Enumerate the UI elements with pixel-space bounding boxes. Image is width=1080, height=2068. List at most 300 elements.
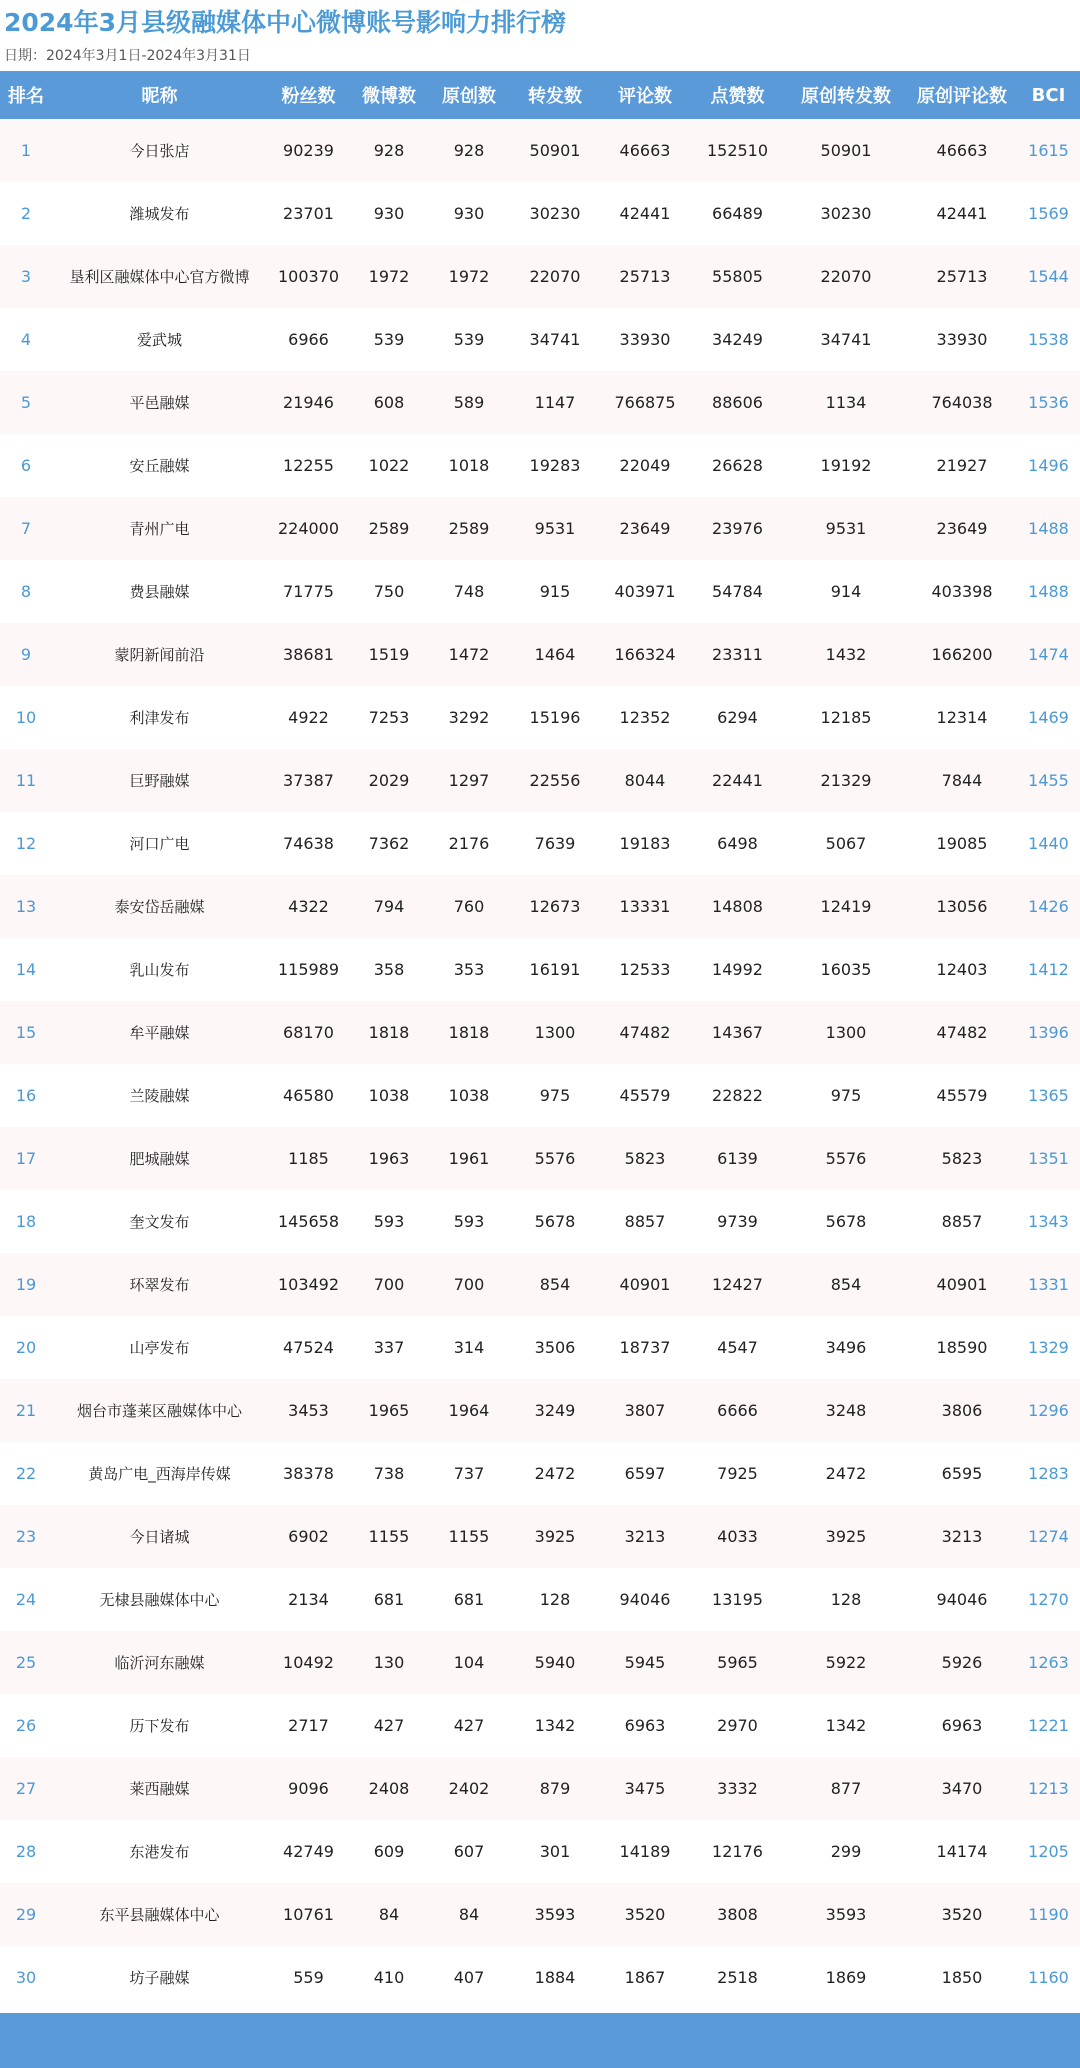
nickname-cell[interactable]: 蒙阴新闻前沿	[52, 623, 267, 686]
nickname-cell[interactable]: 环翠发布	[52, 1253, 267, 1316]
nickname-cell[interactable]: 潍城发布	[52, 182, 267, 245]
nickname-cell[interactable]: 巨野融媒	[52, 749, 267, 812]
likes-cell: 5965	[690, 1631, 785, 1694]
table-row[interactable]	[0, 1190, 1080, 1253]
original-cell: 3292	[428, 686, 510, 749]
original-reposts-cell: 975	[785, 1064, 907, 1127]
bci-cell: 1205	[1017, 1820, 1080, 1883]
rank-cell: 6	[0, 434, 52, 497]
rank-cell: 28	[0, 1820, 52, 1883]
table-row[interactable]	[0, 1820, 1080, 1883]
bci-cell: 1213	[1017, 1757, 1080, 1820]
rank-cell: 16	[0, 1064, 52, 1127]
original-comments-cell: 94046	[907, 1568, 1017, 1631]
reposts-cell: 15196	[510, 686, 600, 749]
original-cell: 748	[428, 560, 510, 623]
table-header-row	[0, 71, 1080, 119]
table-row[interactable]	[0, 245, 1080, 308]
comments-cell: 45579	[600, 1064, 690, 1127]
bci-cell: 1329	[1017, 1316, 1080, 1379]
followers-cell: 103492	[267, 1253, 350, 1316]
table-row[interactable]	[0, 686, 1080, 749]
nickname-cell[interactable]: 乳山发布	[52, 938, 267, 1001]
nickname-cell[interactable]: 泰安岱岳融媒	[52, 875, 267, 938]
original-reposts-cell: 877	[785, 1757, 907, 1820]
nickname-cell[interactable]: 费县融媒	[52, 560, 267, 623]
nickname-cell[interactable]: 利津发布	[52, 686, 267, 749]
posts-cell: 130	[350, 1631, 428, 1694]
ranking-table	[0, 71, 1080, 2009]
posts-cell: 1038	[350, 1064, 428, 1127]
footer-bar	[0, 2013, 1080, 2068]
followers-cell: 74638	[267, 812, 350, 875]
comments-cell: 6963	[600, 1694, 690, 1757]
reposts-cell: 1464	[510, 623, 600, 686]
comments-cell: 8044	[600, 749, 690, 812]
original-reposts-cell: 5067	[785, 812, 907, 875]
bci-cell: 1538	[1017, 308, 1080, 371]
original-reposts-cell: 2472	[785, 1442, 907, 1505]
column-header-original[interactable]: 原创数	[428, 71, 510, 119]
original-cell: 1018	[428, 434, 510, 497]
rank-cell: 25	[0, 1631, 52, 1694]
original-cell: 1155	[428, 1505, 510, 1568]
table-row[interactable]	[0, 1694, 1080, 1757]
original-cell: 407	[428, 1946, 510, 2009]
followers-cell: 21946	[267, 371, 350, 434]
original-comments-cell: 47482	[907, 1001, 1017, 1064]
original-cell: 314	[428, 1316, 510, 1379]
bci-cell: 1274	[1017, 1505, 1080, 1568]
original-reposts-cell: 12185	[785, 686, 907, 749]
column-header-likes[interactable]: 点赞数	[690, 71, 785, 119]
bci-cell: 1263	[1017, 1631, 1080, 1694]
followers-cell: 68170	[267, 1001, 350, 1064]
original-cell: 1964	[428, 1379, 510, 1442]
nickname-cell[interactable]: 今日张店	[52, 119, 267, 182]
posts-cell: 358	[350, 938, 428, 1001]
original-comments-cell: 8857	[907, 1190, 1017, 1253]
original-reposts-cell: 5576	[785, 1127, 907, 1190]
reposts-cell: 3593	[510, 1883, 600, 1946]
reposts-cell: 19283	[510, 434, 600, 497]
table-row[interactable]	[0, 1757, 1080, 1820]
column-header-posts[interactable]: 微博数	[350, 71, 428, 119]
rank-cell: 5	[0, 371, 52, 434]
table-row[interactable]	[0, 434, 1080, 497]
original-comments-cell: 14174	[907, 1820, 1017, 1883]
original-comments-cell: 3806	[907, 1379, 1017, 1442]
bci-cell: 1488	[1017, 560, 1080, 623]
comments-cell: 3807	[600, 1379, 690, 1442]
rank-cell: 14	[0, 938, 52, 1001]
bci-cell: 1569	[1017, 182, 1080, 245]
comments-cell: 403971	[600, 560, 690, 623]
original-reposts-cell: 5678	[785, 1190, 907, 1253]
posts-cell: 750	[350, 560, 428, 623]
followers-cell: 38681	[267, 623, 350, 686]
original-reposts-cell: 16035	[785, 938, 907, 1001]
table-row[interactable]	[0, 1001, 1080, 1064]
bci-cell: 1544	[1017, 245, 1080, 308]
nickname-cell[interactable]: 河口广电	[52, 812, 267, 875]
original-cell: 1972	[428, 245, 510, 308]
likes-cell: 6294	[690, 686, 785, 749]
table-row[interactable]	[0, 119, 1080, 182]
likes-cell: 22822	[690, 1064, 785, 1127]
original-comments-cell: 25713	[907, 245, 1017, 308]
reposts-cell: 1147	[510, 371, 600, 434]
table-row[interactable]	[0, 623, 1080, 686]
column-header-rank[interactable]: 排名	[0, 71, 52, 119]
original-cell: 1297	[428, 749, 510, 812]
original-cell: 928	[428, 119, 510, 182]
original-reposts-cell: 12419	[785, 875, 907, 938]
posts-cell: 2589	[350, 497, 428, 560]
original-cell: 2402	[428, 1757, 510, 1820]
original-reposts-cell: 1869	[785, 1946, 907, 2009]
original-reposts-cell: 22070	[785, 245, 907, 308]
rank-cell: 29	[0, 1883, 52, 1946]
comments-cell: 8857	[600, 1190, 690, 1253]
nickname-cell[interactable]: 东平县融媒体中心	[52, 1883, 267, 1946]
bci-cell: 1270	[1017, 1568, 1080, 1631]
rank-cell: 9	[0, 623, 52, 686]
reposts-cell: 5940	[510, 1631, 600, 1694]
likes-cell: 88606	[690, 371, 785, 434]
column-header-reposts[interactable]: 转发数	[510, 71, 600, 119]
rank-cell: 19	[0, 1253, 52, 1316]
rank-cell: 24	[0, 1568, 52, 1631]
rank-cell: 8	[0, 560, 52, 623]
original-cell: 2589	[428, 497, 510, 560]
likes-cell: 12176	[690, 1820, 785, 1883]
original-comments-cell: 33930	[907, 308, 1017, 371]
followers-cell: 115989	[267, 938, 350, 1001]
likes-cell: 23311	[690, 623, 785, 686]
original-cell: 539	[428, 308, 510, 371]
date-range: 日期：2024年3月1日-2024年3月31日	[4, 48, 251, 64]
original-cell: 84	[428, 1883, 510, 1946]
likes-cell: 26628	[690, 434, 785, 497]
followers-cell: 47524	[267, 1316, 350, 1379]
original-comments-cell: 18590	[907, 1316, 1017, 1379]
followers-cell: 145658	[267, 1190, 350, 1253]
likes-cell: 3332	[690, 1757, 785, 1820]
posts-cell: 427	[350, 1694, 428, 1757]
comments-cell: 18737	[600, 1316, 690, 1379]
likes-cell: 6139	[690, 1127, 785, 1190]
original-cell: 681	[428, 1568, 510, 1631]
bci-cell: 1221	[1017, 1694, 1080, 1757]
reposts-cell: 1342	[510, 1694, 600, 1757]
reposts-cell: 5678	[510, 1190, 600, 1253]
table-row[interactable]	[0, 1568, 1080, 1631]
comments-cell: 12352	[600, 686, 690, 749]
bci-cell: 1426	[1017, 875, 1080, 938]
followers-cell: 23701	[267, 182, 350, 245]
likes-cell: 6666	[690, 1379, 785, 1442]
original-cell: 589	[428, 371, 510, 434]
table-row[interactable]	[0, 1505, 1080, 1568]
likes-cell: 55805	[690, 245, 785, 308]
original-cell: 930	[428, 182, 510, 245]
original-comments-cell: 21927	[907, 434, 1017, 497]
table-row[interactable]	[0, 308, 1080, 371]
table-row[interactable]	[0, 1883, 1080, 1946]
table-row[interactable]	[0, 1631, 1080, 1694]
table-row[interactable]	[0, 812, 1080, 875]
table-row[interactable]	[0, 182, 1080, 245]
bci-cell: 1469	[1017, 686, 1080, 749]
posts-cell: 1972	[350, 245, 428, 308]
posts-cell: 1519	[350, 623, 428, 686]
posts-cell: 2029	[350, 749, 428, 812]
likes-cell: 13195	[690, 1568, 785, 1631]
table-row[interactable]	[0, 560, 1080, 623]
nickname-cell[interactable]: 莱西融媒	[52, 1757, 267, 1820]
bci-cell: 1296	[1017, 1379, 1080, 1442]
table-row[interactable]	[0, 1442, 1080, 1505]
reposts-cell: 3249	[510, 1379, 600, 1442]
nickname-cell[interactable]: 青州广电	[52, 497, 267, 560]
likes-cell: 4033	[690, 1505, 785, 1568]
nickname-cell[interactable]: 今日诸城	[52, 1505, 267, 1568]
original-cell: 593	[428, 1190, 510, 1253]
column-header-bci[interactable]: BCI	[1017, 71, 1080, 119]
nickname-cell[interactable]: 安丘融媒	[52, 434, 267, 497]
column-header-original-reposts[interactable]: 原创转发数	[785, 71, 907, 119]
table-row[interactable]	[0, 497, 1080, 560]
nickname-cell[interactable]: 坊子融媒	[52, 1946, 267, 2009]
table-row[interactable]	[0, 1316, 1080, 1379]
comments-cell: 14189	[600, 1820, 690, 1883]
likes-cell: 23976	[690, 497, 785, 560]
column-header-comments[interactable]: 评论数	[600, 71, 690, 119]
original-cell: 700	[428, 1253, 510, 1316]
nickname-cell[interactable]: 黄岛广电_西海岸传媒	[52, 1442, 267, 1505]
likes-cell: 6498	[690, 812, 785, 875]
comments-cell: 23649	[600, 497, 690, 560]
followers-cell: 12255	[267, 434, 350, 497]
posts-cell: 1818	[350, 1001, 428, 1064]
posts-cell: 794	[350, 875, 428, 938]
nickname-cell[interactable]: 爱武城	[52, 308, 267, 371]
bci-cell: 1412	[1017, 938, 1080, 1001]
table-row[interactable]	[0, 1379, 1080, 1442]
original-reposts-cell: 1342	[785, 1694, 907, 1757]
posts-cell: 593	[350, 1190, 428, 1253]
posts-cell: 608	[350, 371, 428, 434]
reposts-cell: 22070	[510, 245, 600, 308]
nickname-cell[interactable]: 烟台市蓬莱区融媒体中心	[52, 1379, 267, 1442]
reposts-cell: 34741	[510, 308, 600, 371]
original-comments-cell: 5823	[907, 1127, 1017, 1190]
original-cell: 1818	[428, 1001, 510, 1064]
followers-cell: 37387	[267, 749, 350, 812]
original-comments-cell: 45579	[907, 1064, 1017, 1127]
bci-cell: 1496	[1017, 434, 1080, 497]
nickname-cell[interactable]: 肥城融媒	[52, 1127, 267, 1190]
original-reposts-cell: 5922	[785, 1631, 907, 1694]
followers-cell: 2134	[267, 1568, 350, 1631]
posts-cell: 410	[350, 1946, 428, 2009]
comments-cell: 25713	[600, 245, 690, 308]
likes-cell: 3808	[690, 1883, 785, 1946]
followers-cell: 71775	[267, 560, 350, 623]
rank-cell: 11	[0, 749, 52, 812]
nickname-cell[interactable]: 无棣县融媒体中心	[52, 1568, 267, 1631]
table-row[interactable]	[0, 1253, 1080, 1316]
rank-cell: 1	[0, 119, 52, 182]
reposts-cell: 879	[510, 1757, 600, 1820]
followers-cell: 46580	[267, 1064, 350, 1127]
followers-cell: 10761	[267, 1883, 350, 1946]
comments-cell: 5823	[600, 1127, 690, 1190]
original-reposts-cell: 1432	[785, 623, 907, 686]
posts-cell: 681	[350, 1568, 428, 1631]
nickname-cell[interactable]: 垦利区融媒体中心官方微博	[52, 245, 267, 308]
likes-cell: 14992	[690, 938, 785, 1001]
rank-cell: 13	[0, 875, 52, 938]
table-row[interactable]	[0, 1127, 1080, 1190]
original-comments-cell: 12314	[907, 686, 1017, 749]
table-row[interactable]	[0, 371, 1080, 434]
table-body	[0, 119, 1080, 2009]
reposts-cell: 3506	[510, 1316, 600, 1379]
likes-cell: 22441	[690, 749, 785, 812]
original-reposts-cell: 50901	[785, 119, 907, 182]
reposts-cell: 975	[510, 1064, 600, 1127]
rank-cell: 18	[0, 1190, 52, 1253]
original-comments-cell: 166200	[907, 623, 1017, 686]
followers-cell: 9096	[267, 1757, 350, 1820]
followers-cell: 559	[267, 1946, 350, 2009]
original-reposts-cell: 3593	[785, 1883, 907, 1946]
followers-cell: 100370	[267, 245, 350, 308]
comments-cell: 94046	[600, 1568, 690, 1631]
followers-cell: 6966	[267, 308, 350, 371]
likes-cell: 14808	[690, 875, 785, 938]
followers-cell: 3453	[267, 1379, 350, 1442]
column-header-nickname[interactable]: 昵称	[52, 71, 267, 119]
bci-cell: 1331	[1017, 1253, 1080, 1316]
reposts-cell: 9531	[510, 497, 600, 560]
original-comments-cell: 403398	[907, 560, 1017, 623]
table-row[interactable]	[0, 1946, 1080, 2009]
original-cell: 1961	[428, 1127, 510, 1190]
comments-cell: 6597	[600, 1442, 690, 1505]
likes-cell: 54784	[690, 560, 785, 623]
table-row[interactable]	[0, 749, 1080, 812]
original-comments-cell: 3213	[907, 1505, 1017, 1568]
followers-cell: 42749	[267, 1820, 350, 1883]
original-comments-cell: 7844	[907, 749, 1017, 812]
original-reposts-cell: 34741	[785, 308, 907, 371]
original-reposts-cell: 3496	[785, 1316, 907, 1379]
rank-cell: 3	[0, 245, 52, 308]
original-comments-cell: 3520	[907, 1883, 1017, 1946]
bci-cell: 1455	[1017, 749, 1080, 812]
posts-cell: 539	[350, 308, 428, 371]
comments-cell: 40901	[600, 1253, 690, 1316]
original-cell: 607	[428, 1820, 510, 1883]
reposts-cell: 1300	[510, 1001, 600, 1064]
comments-cell: 766875	[600, 371, 690, 434]
bci-cell: 1440	[1017, 812, 1080, 875]
original-comments-cell: 12403	[907, 938, 1017, 1001]
posts-cell: 1965	[350, 1379, 428, 1442]
rank-cell: 21	[0, 1379, 52, 1442]
followers-cell: 224000	[267, 497, 350, 560]
comments-cell: 166324	[600, 623, 690, 686]
rank-cell: 26	[0, 1694, 52, 1757]
followers-cell: 4922	[267, 686, 350, 749]
column-header-original-comments[interactable]: 原创评论数	[907, 71, 1017, 119]
nickname-cell[interactable]: 山亭发布	[52, 1316, 267, 1379]
followers-cell: 6902	[267, 1505, 350, 1568]
reposts-cell: 301	[510, 1820, 600, 1883]
likes-cell: 2518	[690, 1946, 785, 2009]
nickname-cell[interactable]: 临沂河东融媒	[52, 1631, 267, 1694]
rank-cell: 12	[0, 812, 52, 875]
nickname-cell[interactable]: 东港发布	[52, 1820, 267, 1883]
likes-cell: 4547	[690, 1316, 785, 1379]
reposts-cell: 7639	[510, 812, 600, 875]
nickname-cell[interactable]: 兰陵融媒	[52, 1064, 267, 1127]
posts-cell: 1155	[350, 1505, 428, 1568]
nickname-cell[interactable]: 奎文发布	[52, 1190, 267, 1253]
posts-cell: 1963	[350, 1127, 428, 1190]
likes-cell: 12427	[690, 1253, 785, 1316]
bci-cell: 1474	[1017, 623, 1080, 686]
original-reposts-cell: 9531	[785, 497, 907, 560]
table-row[interactable]	[0, 1064, 1080, 1127]
followers-cell: 4322	[267, 875, 350, 938]
nickname-cell[interactable]: 平邑融媒	[52, 371, 267, 434]
table-row[interactable]	[0, 938, 1080, 1001]
posts-cell: 84	[350, 1883, 428, 1946]
nickname-cell[interactable]: 牟平融媒	[52, 1001, 267, 1064]
followers-cell: 90239	[267, 119, 350, 182]
bci-cell: 1365	[1017, 1064, 1080, 1127]
table-row[interactable]	[0, 875, 1080, 938]
likes-cell: 14367	[690, 1001, 785, 1064]
original-comments-cell: 6595	[907, 1442, 1017, 1505]
original-cell: 353	[428, 938, 510, 1001]
original-cell: 427	[428, 1694, 510, 1757]
rank-cell: 30	[0, 1946, 52, 2009]
comments-cell: 46663	[600, 119, 690, 182]
rank-cell: 23	[0, 1505, 52, 1568]
original-reposts-cell: 128	[785, 1568, 907, 1631]
comments-cell: 33930	[600, 308, 690, 371]
original-reposts-cell: 3925	[785, 1505, 907, 1568]
column-header-followers[interactable]: 粉丝数	[267, 71, 350, 119]
original-comments-cell: 5926	[907, 1631, 1017, 1694]
posts-cell: 609	[350, 1820, 428, 1883]
followers-cell: 2717	[267, 1694, 350, 1757]
rank-cell: 27	[0, 1757, 52, 1820]
comments-cell: 22049	[600, 434, 690, 497]
nickname-cell[interactable]: 历下发布	[52, 1694, 267, 1757]
original-comments-cell: 42441	[907, 182, 1017, 245]
original-cell: 760	[428, 875, 510, 938]
reposts-cell: 128	[510, 1568, 600, 1631]
comments-cell: 12533	[600, 938, 690, 1001]
posts-cell: 2408	[350, 1757, 428, 1820]
bci-cell: 1343	[1017, 1190, 1080, 1253]
